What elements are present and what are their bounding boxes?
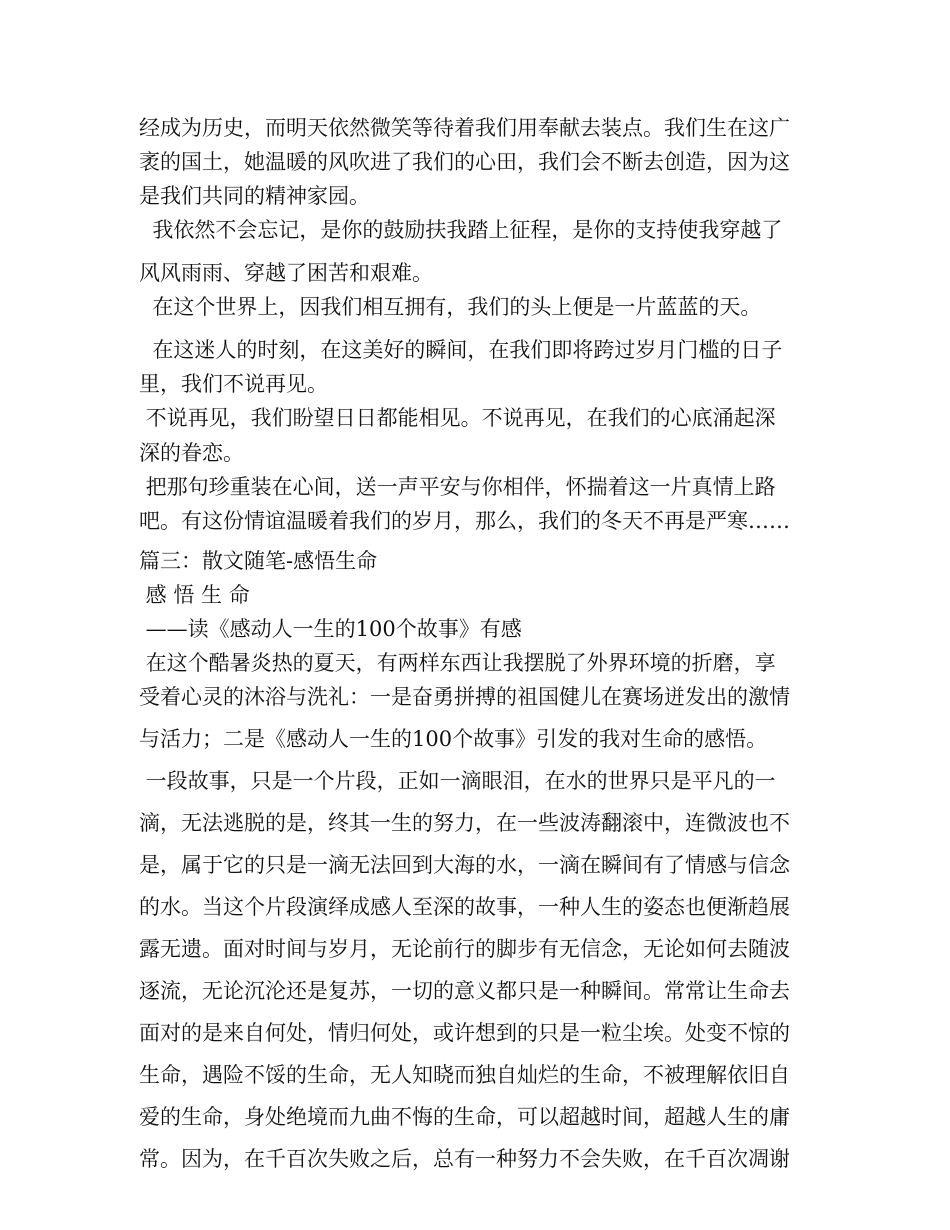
- text-line: 生命，遇险不馁的生命，无人知晓而独自灿烂的生命，不被理解依旧自: [139, 1063, 790, 1087]
- text-line: 面对的是来自何处，情归何处，或许想到的只是一粒尘埃。处变不惊的: [139, 1021, 790, 1045]
- section-heading: 篇三：散文随笔-感悟生命: [139, 549, 378, 573]
- text-line: 在这个世界上，因我们相互拥有，我们的头上便是一片蓝蓝的天。: [139, 295, 762, 319]
- text-line: 爱的生命，身处绝境而九曲不悔的生命，可以超越时间，超越人生的庸: [139, 1105, 790, 1129]
- text-line: 受着心灵的沐浴与洗礼：一是奋勇拼搏的祖国健儿在赛场迸发出的激情: [139, 685, 790, 709]
- article-subtitle: ——读《感动人一生的100个故事》有感: [139, 617, 522, 641]
- text-line: 逐流，无论沉沦还是复苏，一切的意义都只是一种瞬间。常常让生命去: [139, 979, 790, 1003]
- text-line: 露无遗。面对时间与岁月，无论前行的脚步有无信念，无论如何去随波: [139, 937, 790, 961]
- text-line: 我依然不会忘记，是你的鼓励扶我踏上征程，是你的支持使我穿越了: [139, 218, 783, 242]
- text-line: 是我们共同的精神家园。: [139, 184, 370, 208]
- text-line: 吧。有这份情谊温暖着我们的岁月，那么，我们的冬天不再是严寒……: [139, 509, 790, 533]
- text-line: 把那句珍重装在心间，送一声平安与你相伴，怀揣着这一片真情上路: [139, 475, 776, 499]
- text-line: 是，属于它的只是一滴无法回到大海的水，一滴在瞬间有了情感与信念: [139, 853, 790, 877]
- text-line: 里，我们不说再见。: [139, 372, 328, 396]
- article-title: 感 悟 生 命: [139, 583, 250, 607]
- text-line: 不说再见，我们盼望日日都能相见。不说再见，在我们的心底涌起深: [139, 406, 776, 430]
- text-line: 的水。当这个片段演绎成感人至深的故事，一种人生的姿态也便渐趋展: [139, 895, 790, 919]
- text-line: 一段故事，只是一个片段，正如一滴眼泪，在水的世界只是平凡的一: [139, 769, 776, 793]
- text-line: 在这个酷暑炎热的夏天，有两样东西让我摆脱了外界环境的折磨，享: [139, 651, 776, 675]
- text-line: 风风雨雨、穿越了困苦和艰难。: [139, 261, 433, 285]
- text-line: 袤的国土，她温暖的风吹进了我们的心田，我们会不断去创造，因为这: [139, 150, 790, 174]
- text-line: 常。因为，在千百次失败之后，总有一种努力不会失败，在千百次凋谢: [139, 1147, 790, 1171]
- text-line: 与活力；二是《感动人一生的100个故事》引发的我对生命的感悟。: [139, 727, 768, 751]
- text-line: 经成为历史，而明天依然微笑等待着我们用奉献去装点。我们生在这广: [139, 116, 790, 140]
- text-line: 在这迷人的时刻，在这美好的瞬间，在我们即将跨过岁月门槛的日子: [139, 338, 783, 362]
- text-line: 滴，无法逃脱的是，终其一生的努力，在一些波涛翻滚中，连微波也不: [139, 811, 790, 835]
- text-line: 深的眷恋。: [139, 441, 244, 465]
